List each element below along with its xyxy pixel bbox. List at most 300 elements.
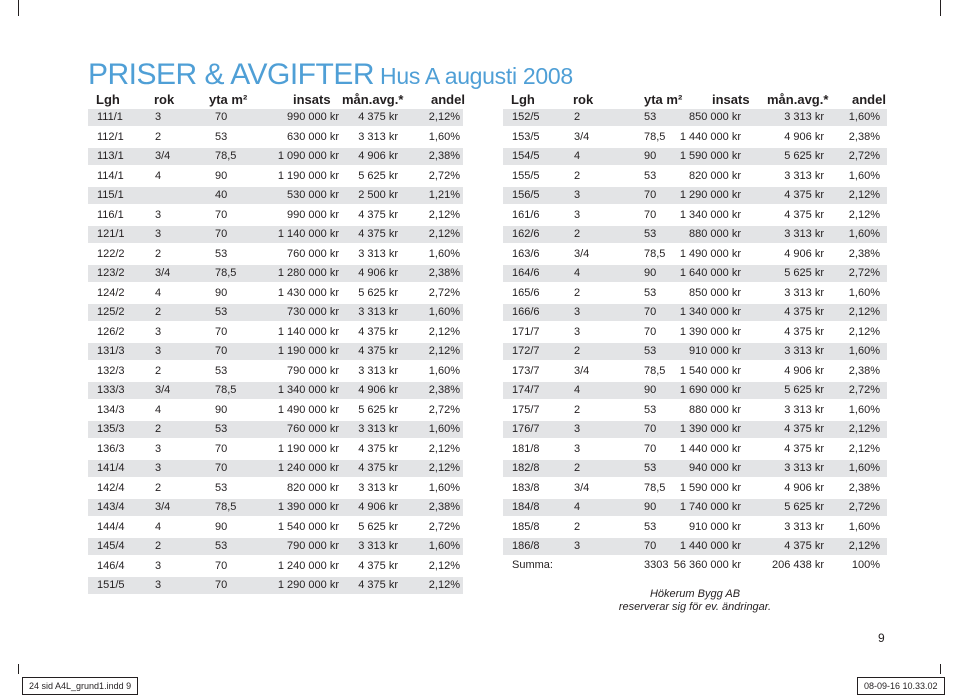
cell-yta: 70 [644,325,657,338]
cell-rok: 3 [155,579,162,591]
cell-avg: 4 906 kr [784,130,824,143]
table-row [503,168,887,185]
cell-yta: 78,5 [215,501,237,513]
cell-andel: 1,60% [848,462,880,474]
cell-avg: 5 625 kr [784,384,824,396]
cell-insats: 1 590 000 kr [679,481,741,494]
table-row [503,538,887,555]
cell-insats: 1 490 000 kr [277,403,339,416]
cell-lgh: 151/5 [97,579,125,591]
table-row [503,304,887,321]
cell-lgh: 112/1 [97,130,124,143]
cell-lgh: 124/2 [97,286,125,299]
cell-insats: 1 440 000 kr [679,442,741,455]
table-row [503,460,887,477]
cell-andel: 2,12% [428,462,460,474]
cell-andel: 2,12% [428,208,460,221]
cell-insats: 1 140 000 kr [277,228,339,240]
cell-lgh: 181/8 [512,442,540,455]
cell-rok: 3 [155,111,162,123]
crop-mark-bottom-right [940,664,941,674]
cell-lgh: 172/7 [512,345,540,357]
cell-insats: 1 340 000 kr [679,306,741,318]
cell-yta: 70 [215,111,228,123]
table-row [88,148,463,165]
table-row [503,441,887,458]
cell-insats: 1 140 000 kr [277,325,339,338]
summary-insats: 56 360 000 kr [673,559,741,571]
cell-lgh: 156/5 [512,189,540,201]
cell-andel: 2,38% [428,150,460,162]
cell-insats: 820 000 kr [689,169,741,182]
cell-insats: 880 000 kr [689,228,741,240]
crop-mark-top-left [18,0,19,16]
cell-rok: 2 [155,481,162,494]
cell-rok: 2 [574,228,581,240]
cell-lgh: 123/2 [97,267,125,279]
cell-avg: 3 313 kr [784,111,824,123]
cell-insats: 850 000 kr [689,111,741,123]
cell-rok: 3/4 [574,364,590,377]
cell-rok: 4 [574,501,581,513]
cell-yta: 53 [215,364,228,377]
cell-insats: 1 640 000 kr [679,267,741,279]
cell-insats: 790 000 kr [287,540,339,552]
cell-andel: 1,21% [428,189,460,201]
cell-insats: 910 000 kr [689,520,741,533]
cell-yta: 53 [644,111,657,123]
header-yta: yta m² [209,92,248,107]
cell-insats: 760 000 kr [287,247,339,260]
cell-lgh: 161/6 [512,208,540,221]
cell-yta: 70 [215,462,228,474]
cell-andel: 1,60% [428,306,460,318]
cell-insats: 1 430 000 kr [277,286,339,299]
cell-avg: 4 375 kr [358,345,398,357]
cell-avg: 4 906 kr [784,364,824,377]
cell-lgh: 175/7 [512,403,540,416]
cell-lgh: 126/2 [97,325,125,338]
cell-insats: 1 740 000 kr [679,501,741,513]
table-row [503,421,887,438]
cell-lgh: 162/6 [512,228,540,240]
cell-rok: 3 [155,325,162,338]
cell-avg: 3 313 kr [358,481,398,494]
table-row [88,441,463,458]
table-row [503,265,887,282]
cell-yta: 70 [644,306,657,318]
table-row [503,402,887,419]
cell-yta: 70 [215,228,228,240]
cell-rok: 4 [155,169,162,182]
cell-rok: 3 [155,208,162,221]
cell-insats: 1 540 000 kr [277,520,339,533]
cell-andel: 1,60% [848,111,880,123]
cell-yta: 90 [644,267,657,279]
footnote [600,588,790,614]
cell-avg: 3 313 kr [358,130,398,143]
cell-rok: 3 [574,423,581,435]
table-row [503,519,887,536]
cell-insats: 880 000 kr [689,403,741,416]
cell-lgh: 114/1 [97,169,124,182]
cell-andel: 2,12% [848,442,880,455]
cell-andel: 2,12% [848,423,880,435]
cell-rok: 3/4 [155,501,171,513]
cell-yta: 78,5 [644,130,666,143]
cell-avg: 5 625 kr [784,267,824,279]
cell-yta: 70 [644,208,657,221]
cell-lgh: 152/5 [512,111,540,123]
cell-andel: 2,72% [428,169,460,182]
cell-insats: 1 390 000 kr [679,423,741,435]
cell-insats: 1 340 000 kr [679,208,741,221]
cell-avg: 4 375 kr [358,228,398,240]
cell-rok: 2 [155,306,162,318]
cell-andel: 2,38% [428,501,460,513]
cell-andel: 2,72% [848,384,880,396]
cell-yta: 78,5 [215,384,237,396]
cell-rok: 3 [155,559,162,572]
cell-andel: 1,60% [428,364,460,377]
cell-avg: 5 625 kr [358,286,398,299]
cell-avg: 3 313 kr [784,228,824,240]
table-row [503,382,887,399]
cell-rok: 2 [574,286,581,299]
cell-lgh: 136/3 [97,442,125,455]
cell-lgh: 111/1 [97,111,123,123]
cell-yta: 70 [644,540,657,552]
cell-avg: 4 906 kr [784,481,824,494]
cell-yta: 70 [215,442,228,455]
table-row [88,324,463,341]
cell-insats: 1 390 000 kr [679,325,741,338]
cell-rok: 2 [155,130,162,143]
cell-rok: 3 [574,189,581,201]
cell-rok: 3 [574,306,581,318]
cell-avg: 4 375 kr [784,189,824,201]
cell-andel: 2,12% [848,325,880,338]
cell-avg: 4 906 kr [358,501,398,513]
cell-avg: 4 375 kr [784,423,824,435]
cell-andel: 2,12% [428,442,460,455]
cell-lgh: 182/8 [512,462,540,474]
cell-lgh: 165/6 [512,286,540,299]
left-table-header [88,92,463,110]
cell-andel: 1,60% [428,130,460,143]
cell-rok: 3 [155,462,162,474]
cell-andel: 2,72% [428,286,460,299]
cell-insats: 1 440 000 kr [679,130,741,143]
cell-lgh: 173/7 [512,364,540,377]
cell-rok: 4 [155,403,162,416]
cell-lgh: 113/1 [97,150,124,162]
cell-lgh: 135/3 [97,423,125,435]
cell-andel: 2,72% [428,403,460,416]
cell-andel: 1,60% [848,228,880,240]
cell-insats: 630 000 kr [287,130,339,143]
cell-avg: 4 375 kr [358,462,398,474]
cell-andel: 1,60% [848,403,880,416]
cell-andel: 2,12% [428,111,460,123]
table-row [88,363,463,380]
cell-yta: 53 [644,169,657,182]
cell-rok: 2 [155,423,162,435]
cell-avg: 3 313 kr [784,286,824,299]
cell-avg: 4 906 kr [358,384,398,396]
summary-avg: 206 438 kr [772,559,824,571]
cell-lgh: 131/3 [97,345,125,357]
cell-rok: 2 [574,520,581,533]
cell-avg: 4 375 kr [784,208,824,221]
table-row [88,129,463,146]
cell-insats: 1 290 000 kr [277,579,339,591]
cell-insats: 1 240 000 kr [277,462,339,474]
cell-lgh: 145/4 [97,540,125,552]
cell-andel: 2,12% [428,228,460,240]
cell-rok: 4 [574,384,581,396]
header-lgh: Lgh [96,92,120,107]
cell-yta: 78,5 [644,481,666,494]
table-row [88,285,463,302]
cell-andel: 2,38% [848,130,880,143]
cell-avg: 3 313 kr [358,306,398,318]
table-row [88,187,463,204]
cell-insats: 1 390 000 kr [277,501,339,513]
cell-rok: 2 [574,462,581,474]
cell-andel: 1,60% [848,345,880,357]
cell-yta: 53 [215,540,228,552]
cell-rok: 2 [574,111,581,123]
cell-insats: 1 190 000 kr [277,345,339,357]
footnote-disclaimer: reserverar sig för ev. ändringar. [618,601,772,613]
cell-yta: 70 [215,325,228,338]
cell-rok: 3 [574,540,581,552]
cell-avg: 4 375 kr [784,306,824,318]
cell-avg: 2 500 kr [358,189,398,201]
cell-avg: 4 375 kr [358,208,398,221]
cell-yta: 78,5 [644,364,666,377]
cell-yta: 78,5 [215,150,237,162]
cell-andel: 2,12% [428,559,460,572]
header-avg: mån.avg.* [767,92,829,107]
cell-andel: 1,60% [428,247,460,260]
cell-andel: 2,72% [848,150,880,162]
table-row [88,246,463,263]
cell-avg: 4 906 kr [358,267,398,279]
cell-lgh: 115/1 [97,189,124,201]
cell-insats: 820 000 kr [287,481,339,494]
cell-avg: 3 313 kr [784,520,824,533]
cell-yta: 53 [215,481,228,494]
header-rok: rok [573,92,594,107]
cell-rok: 3 [574,208,581,221]
cell-avg: 5 625 kr [784,150,824,162]
cell-rok: 2 [155,540,162,552]
cell-insats: 1 540 000 kr [679,364,741,377]
table-row [503,324,887,341]
cell-avg: 4 375 kr [784,540,824,552]
cell-avg: 3 313 kr [358,540,398,552]
table-row [503,129,887,146]
cell-yta: 53 [215,247,228,260]
table-row [503,226,887,243]
cell-insats: 1 280 000 kr [277,267,339,279]
cell-avg: 4 375 kr [358,442,398,455]
cell-insats: 990 000 kr [287,111,339,123]
cell-rok: 3 [155,228,162,240]
cell-rok: 3/4 [574,481,590,494]
cell-lgh: 166/6 [512,306,540,318]
cell-avg: 3 313 kr [784,462,824,474]
table-row [88,519,463,536]
table-row [503,207,887,224]
cell-avg: 3 313 kr [784,345,824,357]
cell-avg: 4 375 kr [358,325,398,338]
cell-rok: 3 [155,442,162,455]
table-row [88,207,463,224]
cell-lgh: 121/1 [97,228,125,240]
table-row [88,168,463,185]
cell-andel: 2,38% [848,481,880,494]
cell-rok: 3/4 [155,384,171,396]
cell-avg: 4 906 kr [358,150,398,162]
cell-lgh: 186/8 [512,540,540,552]
cell-lgh: 134/3 [97,403,125,416]
slug-file: 24 sid A4L_grund1.indd 9 [22,677,138,695]
table-row [503,148,887,165]
cell-yta: 90 [215,520,228,533]
footnote-company: Hökerum Bygg AB [649,588,741,600]
cell-rok: 2 [155,247,162,260]
cell-yta: 90 [644,384,657,396]
cell-lgh: 171/7 [512,325,540,338]
cell-insats: 790 000 kr [287,364,339,377]
cell-rok: 2 [574,403,581,416]
summary-yta: 3303 [644,559,669,571]
cell-avg: 3 313 kr [784,403,824,416]
cell-lgh: 133/3 [97,384,125,396]
cell-yta: 53 [215,130,228,143]
cell-rok: 3/4 [574,247,590,260]
summary-andel: 100% [851,559,880,571]
table-row [503,343,887,360]
cell-yta: 40 [215,189,228,201]
cell-insats: 1 190 000 kr [277,169,339,182]
cell-yta: 53 [215,423,228,435]
cell-lgh: 142/4 [97,481,125,494]
title-sub: Hus A augusti 2008 [380,63,573,89]
cell-avg: 3 313 kr [358,364,398,377]
cell-insats: 1 340 000 kr [277,384,339,396]
cell-avg: 4 375 kr [784,325,824,338]
cell-rok: 3 [155,345,162,357]
cell-andel: 2,38% [428,384,460,396]
cell-lgh: 146/4 [97,559,125,572]
cell-yta: 53 [644,403,657,416]
cell-yta: 70 [215,208,228,221]
table-row [88,402,463,419]
cell-avg: 3 313 kr [358,423,398,435]
table-row [88,480,463,497]
cell-rok: 3/4 [574,130,590,143]
cell-avg: 5 625 kr [358,520,398,533]
title-main: PRISER & AVGIFTER [88,58,375,91]
table-row [503,480,887,497]
cell-insats: 1 690 000 kr [679,384,741,396]
header-insats: insats [712,92,750,107]
cell-insats: 850 000 kr [689,286,741,299]
cell-andel: 2,72% [428,520,460,533]
table-row [88,382,463,399]
cell-andel: 2,38% [848,247,880,260]
table-row [88,304,463,321]
cell-andel: 2,72% [848,267,880,279]
cell-lgh: 144/4 [97,520,125,533]
header-lgh: Lgh [511,92,535,107]
cell-rok: 4 [155,286,162,299]
cell-yta: 78,5 [215,267,237,279]
cell-avg: 5 625 kr [358,403,398,416]
page-number: 9 [878,631,885,645]
cell-yta: 70 [644,189,657,201]
cell-insats: 1 590 000 kr [679,150,741,162]
page-title [88,58,573,92]
cell-andel: 2,12% [848,189,880,201]
cell-andel: 2,12% [848,540,880,552]
crop-mark-bottom-left [18,664,19,674]
cell-rok: 4 [155,520,162,533]
cell-lgh: 132/3 [97,364,125,377]
cell-lgh: 183/8 [512,481,540,494]
table-row [503,187,887,204]
cell-avg: 4 375 kr [358,111,398,123]
cell-andel: 2,12% [848,208,880,221]
cell-avg: 4 375 kr [358,579,398,591]
table-row [88,226,463,243]
table-row [88,558,463,575]
table-row [88,421,463,438]
cell-rok: 4 [574,267,581,279]
cell-insats: 530 000 kr [287,189,339,201]
cell-yta: 90 [644,501,657,513]
cell-lgh: 185/8 [512,520,540,533]
cell-lgh: 141/4 [97,462,125,474]
cell-insats: 940 000 kr [689,462,741,474]
cell-yta: 90 [215,286,228,299]
cell-avg: 3 313 kr [358,247,398,260]
cell-insats: 730 000 kr [287,306,339,318]
table-row [503,499,887,516]
cell-andel: 2,12% [428,579,460,591]
table-row [503,246,887,263]
header-insats: insats [293,92,331,107]
cell-lgh: 122/2 [97,247,125,260]
cell-yta: 70 [215,345,228,357]
cell-lgh: 125/2 [97,306,125,318]
cell-rok: 2 [574,345,581,357]
header-andel: andel [852,92,886,107]
cell-insats: 1 290 000 kr [679,189,741,201]
table-row [88,499,463,516]
cell-avg: 4 375 kr [784,442,824,455]
table-row [503,285,887,302]
cell-rok: 4 [574,150,581,162]
cell-yta: 70 [644,442,657,455]
cell-yta: 90 [215,169,228,182]
cell-lgh: 155/5 [512,169,540,182]
cell-lgh: 184/8 [512,501,540,513]
